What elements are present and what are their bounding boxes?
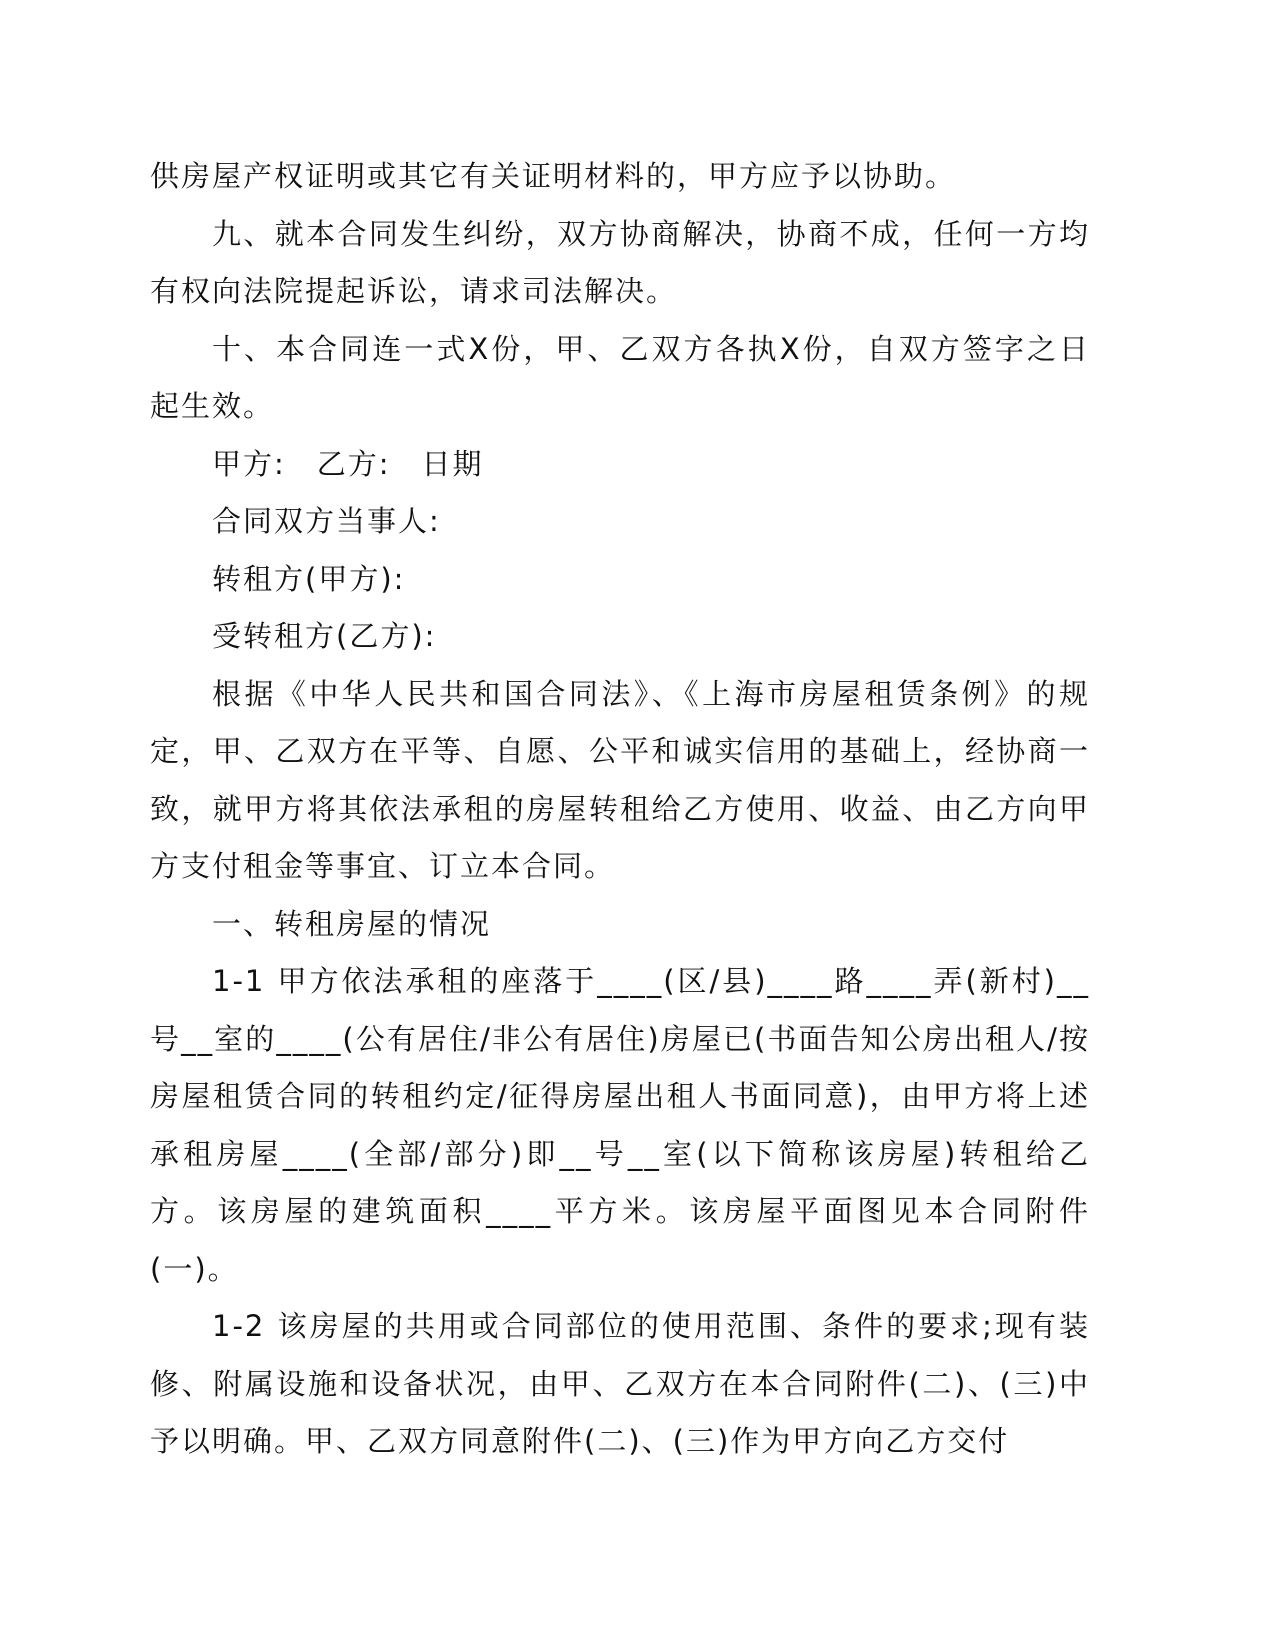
sublessor-field: 转租方(甲方): <box>212 561 406 596</box>
preamble-paragraph: 根据《中华人民共和国合同法》、《上海市房屋租赁条例》的规定，甲、乙双方在平等、自愿、公平和诚实信用的基础上，经协商一致，就甲方将其依法承租的房屋转租给乙方使用、收益、由乙方向甲方支付租金等事宜、订立本合同。 <box>150 676 1090 883</box>
paragraph-clause-1-1: 1-1 甲方依法承租的座落于____(区/县)____路____弄(新村)__号__室的____(公有居住/非公有居住)房屋已(书面告知公房出租人/按房屋租赁合同的转租约定/征得房屋出租人书面同意)，由甲方将上述承租房屋____(全部/部分)即__号__室(以下简称该房屋)转租给乙方。该房屋的建筑面积____平方米。该房屋平面图见本合同附件(一)。 <box>150 964 1090 1286</box>
signature-line: 甲方: 乙方: 日期 <box>212 446 484 481</box>
paragraph-continuation: 供房屋产权证明或其它有关证明材料的，甲方应予以协助。 <box>150 159 957 193</box>
paragraph-clause-9: 九、就本合同发生纠纷，双方协商解决，协商不成，任何一方均有权向法院提起诉讼，请求司法解决。 <box>150 216 1090 308</box>
section-heading-premises: 一、转租房屋的情况 <box>212 906 492 941</box>
document-body <box>150 148 1090 1471</box>
parties-heading: 合同双方当事人: <box>212 504 441 538</box>
paragraph-clause-1-2: 1-2 该房屋的共用或合同部位的使用范围、条件的要求;现有装修、附属设施和设备状况，由甲、乙双方在本合同附件(二)、(三)中予以明确。甲、乙双方同意附件(二)、(三)作为甲方向乙方交付 <box>150 1309 1090 1458</box>
sublessee-field: 受转租方(乙方): <box>212 619 437 653</box>
paragraph-clause-10: 十、本合同连一式X份，甲、乙双方各执X份，自双方签字之日起生效。 <box>150 331 1090 423</box>
